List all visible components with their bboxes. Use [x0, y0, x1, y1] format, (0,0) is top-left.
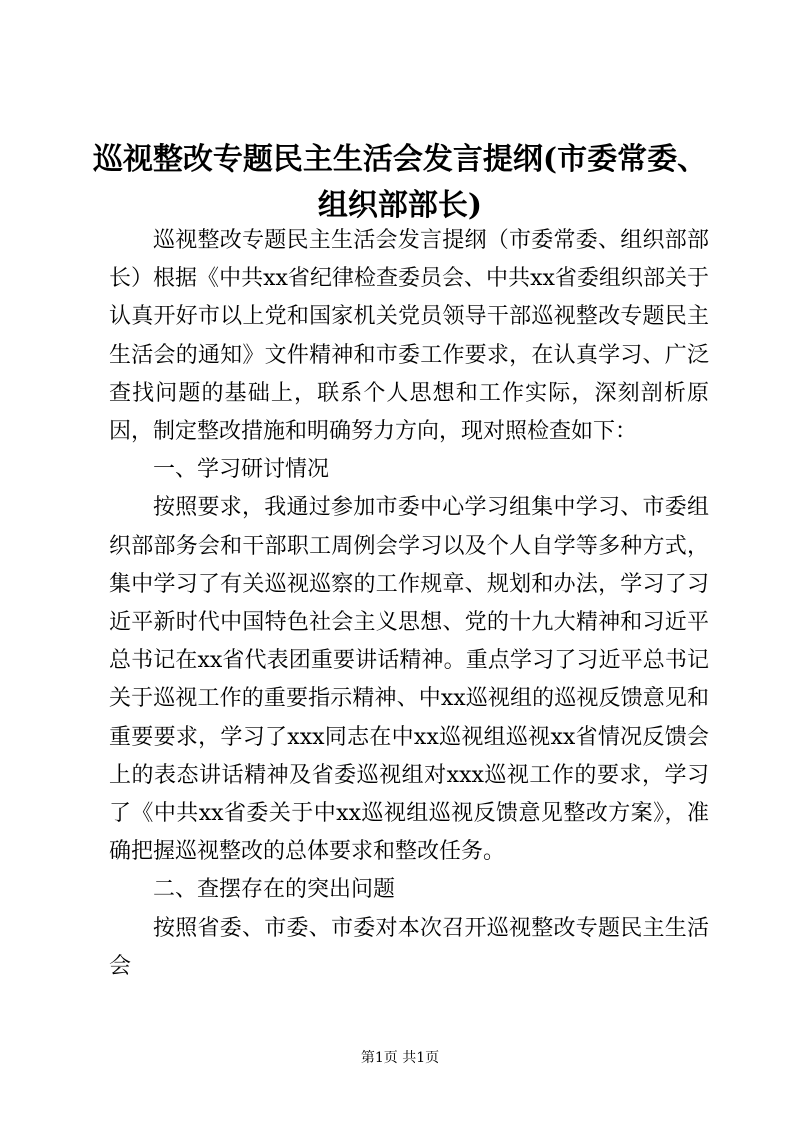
document-body: [109, 222, 709, 986]
section-heading-problems: 二、查摆存在的突出问题: [153, 877, 396, 903]
study-paragraph: 按照要求，我通过参加市委中心学习组集中学习、市委组织部部务会和干部职工周例会学习以及个人自学等多种方式，集中学习了有关巡视巡察的工作规章、规划和办法，学习了习近平新时代中国特色社会主义思想、党的十九大精神和习近平总书记在xx省代表团重要讲话精神。重点学习了习近平总书记关于巡视工作的重要指示精神、中xx巡视组的巡视反馈意见和重要要求，学习了xxx同志在中xx巡视组巡视xx省情况反馈会上的表态讲话精神及省委巡视组对xxx巡视工作的要求，学习了《中共xx省委关于中xx巡视组巡视反馈意见整改方案》，准确把握巡视整改的总体要求和整改任务。: [109, 495, 709, 865]
problems-paragraph: 按照省委、市委、市委对本次召开巡视整改专题民主生活会: [109, 915, 709, 979]
section-heading-study: 一、学习研讨情况: [153, 457, 330, 483]
document-title: 巡视整改专题民主生活会发言提纲(市委常委、组织部部长): [92, 142, 708, 223]
intro-paragraph: 巡视整改专题民主生活会发言提纲（市委常委、组织部部长）根据《中共xx省纪律检查委员会、中共xx省委组织部关于认真开好市以上党和国家机关党员领导干部巡视整改专题民主生活会的通知》文件精神和市委工作要求，在认真学习、广泛查找问题的基础上，联系个人思想和工作实际，深刻剖析原因，制定整改措施和明确努力方向，现对照检查如下：: [109, 228, 709, 445]
page-number: 第1页 共1页: [360, 1050, 440, 1066]
